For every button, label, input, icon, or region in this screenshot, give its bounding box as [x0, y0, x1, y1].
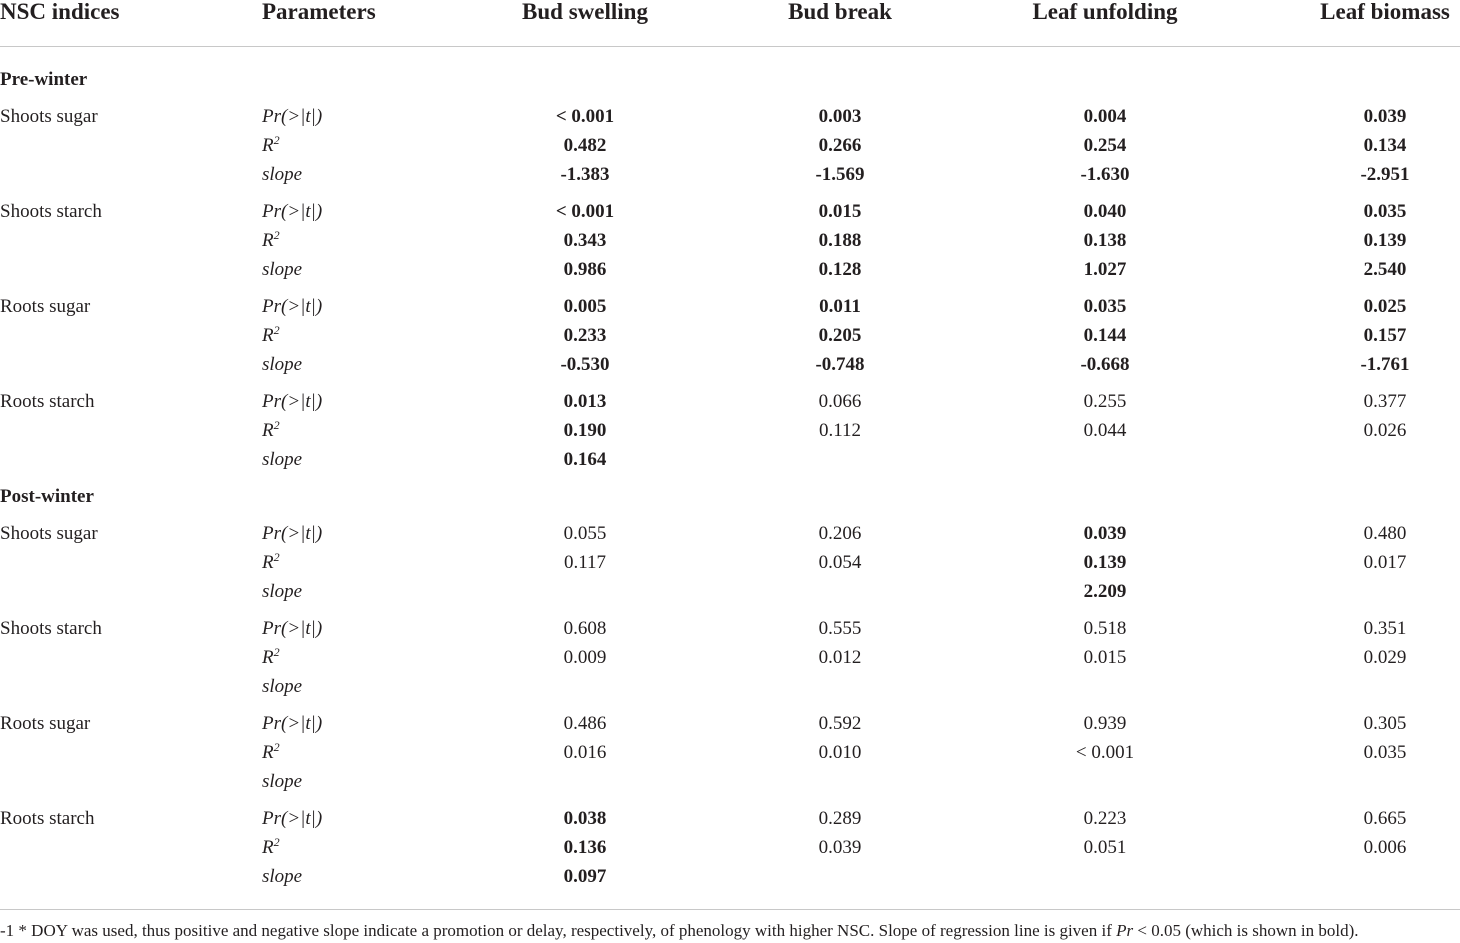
table-cell: 0.144	[1083, 325, 1127, 346]
table-cell: 0.009	[563, 647, 607, 668]
param-p-value: Pr(>|t|)	[262, 713, 323, 734]
header-nsc-indices: NSC indices	[0, 0, 120, 24]
table-cell: 0.157	[1363, 325, 1407, 346]
row-label-shoots-sugar: Shoots sugar	[0, 523, 98, 544]
table-cell: 0.013	[563, 391, 607, 412]
param-r-squared	[262, 837, 280, 859]
table-cell: 0.233	[563, 325, 607, 346]
section-title-pre-winter: Pre-winter	[0, 69, 88, 90]
header-bud-swelling: Bud swelling	[522, 0, 648, 24]
table-cell: 0.206	[818, 523, 862, 544]
table-cell: 1.027	[1083, 259, 1127, 280]
footer-divider	[0, 909, 1460, 910]
table-cell: 0.134	[1363, 135, 1407, 156]
table-cell: 0.035	[1083, 296, 1127, 317]
table-cell: 0.139	[1083, 552, 1127, 573]
table-cell: 0.377	[1363, 391, 1407, 412]
param-slope: slope	[262, 866, 303, 887]
row-label-roots-sugar: Roots sugar	[0, 296, 91, 317]
param-slope: slope	[262, 581, 303, 602]
param-r-squared	[262, 325, 280, 347]
param-r-squared	[262, 552, 280, 574]
table-cell: 0.040	[1083, 201, 1127, 222]
table-cell: 0.015	[818, 201, 862, 222]
table-cell: 2.540	[1363, 259, 1407, 280]
table-cell: 0.117	[563, 552, 607, 573]
table-cell: 0.010	[818, 742, 862, 763]
table-cell: -0.748	[815, 354, 865, 375]
table-cell: 0.051	[1083, 837, 1127, 858]
table-cell: -1.761	[1360, 354, 1410, 375]
table-cell: < 0.001	[1075, 742, 1135, 763]
row-label-roots-starch: Roots starch	[0, 808, 95, 829]
param-r-base: R	[262, 647, 274, 668]
footnote-italic: Pr	[1116, 921, 1134, 940]
table-cell: 0.188	[818, 230, 862, 251]
param-p-value: Pr(>|t|)	[262, 106, 323, 127]
table-cell: 0.015	[1083, 647, 1127, 668]
table-cell: -2.951	[1360, 164, 1410, 185]
param-r-base: R	[262, 325, 274, 346]
param-r-exponent: 2	[273, 323, 280, 337]
param-r-base: R	[262, 837, 274, 858]
param-r-base: R	[262, 420, 274, 441]
table-cell: 0.480	[1363, 523, 1407, 544]
header-bud-break: Bud break	[788, 0, 892, 24]
param-r-base: R	[262, 135, 274, 156]
table-cell: 0.029	[1363, 647, 1407, 668]
header-divider	[0, 46, 1460, 47]
table-cell: 0.039	[1363, 106, 1407, 127]
table-cell: -0.668	[1080, 354, 1130, 375]
header-parameters: Parameters	[262, 0, 376, 24]
param-slope: slope	[262, 164, 303, 185]
table-cell: 0.055	[563, 523, 607, 544]
param-r-exponent: 2	[273, 645, 280, 659]
table-cell: 0.482	[563, 135, 607, 156]
param-r-squared	[262, 230, 280, 252]
param-slope: slope	[262, 676, 303, 697]
row-label-shoots-starch: Shoots starch	[0, 201, 102, 222]
table-cell: 0.112	[818, 420, 862, 441]
table-cell: 0.351	[1363, 618, 1407, 639]
table-cell: 0.343	[563, 230, 607, 251]
table-cell: 0.138	[1083, 230, 1127, 251]
table-cell: 0.305	[1363, 713, 1407, 734]
footnote-text-after: < 0.05 (which is shown in bold).	[1133, 921, 1359, 940]
param-r-squared	[262, 647, 280, 669]
header-leaf-unfolding: Leaf unfolding	[1032, 0, 1178, 24]
table-cell: 0.205	[818, 325, 862, 346]
table-cell: 0.518	[1083, 618, 1127, 639]
table-cell: 0.066	[818, 391, 862, 412]
table-cell: 0.136	[563, 837, 607, 858]
row-label-shoots-starch: Shoots starch	[0, 618, 102, 639]
param-p-value: Pr(>|t|)	[262, 391, 323, 412]
table-cell: 0.255	[1083, 391, 1127, 412]
table-cell: 0.939	[1083, 713, 1127, 734]
table-cell: 0.555	[818, 618, 862, 639]
table-cell: 0.097	[563, 866, 607, 887]
table-cell: 0.190	[563, 420, 607, 441]
param-slope: slope	[262, 259, 303, 280]
table-cell: -0.530	[560, 354, 610, 375]
param-slope: slope	[262, 354, 303, 375]
table-cell: 0.038	[563, 808, 607, 829]
table-cell: 0.223	[1083, 808, 1127, 829]
param-slope: slope	[262, 449, 303, 470]
table-cell: 0.011	[819, 296, 861, 317]
table-cell: 0.016	[563, 742, 607, 763]
table-cell: 0.044	[1083, 420, 1127, 441]
section-title-post-winter: Post-winter	[0, 486, 94, 507]
param-slope: slope	[262, 771, 303, 792]
param-p-value: Pr(>|t|)	[262, 523, 323, 544]
table-cell: < 0.001	[555, 106, 615, 127]
row-label-roots-starch: Roots starch	[0, 391, 95, 412]
table-cell: 0.128	[818, 259, 862, 280]
param-r-base: R	[262, 230, 274, 251]
table-cell: 0.025	[1363, 296, 1407, 317]
row-label-shoots-sugar: Shoots sugar	[0, 106, 98, 127]
param-r-base: R	[262, 552, 274, 573]
table-cell: 0.054	[818, 552, 862, 573]
header-leaf-biomass: Leaf biomass	[1320, 0, 1450, 24]
param-p-value: Pr(>|t|)	[262, 201, 323, 222]
param-r-exponent: 2	[273, 740, 280, 754]
table-cell: 0.139	[1363, 230, 1407, 251]
table-cell: 2.209	[1083, 581, 1127, 602]
table-cell: 0.026	[1363, 420, 1407, 441]
param-r-squared	[262, 742, 280, 764]
table-cell: 0.986	[563, 259, 607, 280]
param-r-exponent: 2	[273, 133, 280, 147]
table-cell: 0.039	[818, 837, 862, 858]
table-cell: 0.665	[1363, 808, 1407, 829]
table-cell: 0.017	[1363, 552, 1407, 573]
table-cell: < 0.001	[555, 201, 615, 222]
param-r-squared	[262, 420, 280, 442]
table-cell: 0.004	[1083, 106, 1127, 127]
table-cell: 0.035	[1363, 201, 1407, 222]
table-cell: 0.266	[818, 135, 862, 156]
table-cell: 0.254	[1083, 135, 1127, 156]
param-r-exponent: 2	[273, 228, 280, 242]
param-r-base: R	[262, 742, 274, 763]
table-cell: 0.035	[1363, 742, 1407, 763]
table-footnote	[0, 921, 1359, 941]
param-r-exponent: 2	[273, 550, 280, 564]
table-cell: 0.003	[818, 106, 862, 127]
table-cell: -1.383	[560, 164, 610, 185]
table-cell: 0.608	[563, 618, 607, 639]
param-r-exponent: 2	[273, 835, 280, 849]
table-cell: -1.569	[815, 164, 865, 185]
table-cell: 0.005	[563, 296, 607, 317]
table-cell: 0.289	[818, 808, 862, 829]
param-r-squared	[262, 135, 280, 157]
table-cell: 0.486	[563, 713, 607, 734]
table-cell: 0.039	[1083, 523, 1127, 544]
footnote-text-before: -1 * DOY was used, thus positive and negative slope indicate a promotion or delay, respectively, of phenology with higher NSC. Slope of regression line is given if	[0, 921, 1117, 940]
table-cell: 0.164	[563, 449, 607, 470]
param-p-value: Pr(>|t|)	[262, 618, 323, 639]
param-p-value: Pr(>|t|)	[262, 296, 323, 317]
param-p-value: Pr(>|t|)	[262, 808, 323, 829]
table-cell: 0.592	[818, 713, 862, 734]
table-cell: 0.012	[818, 647, 862, 668]
row-label-roots-sugar: Roots sugar	[0, 713, 91, 734]
table-cell: 0.006	[1363, 837, 1407, 858]
param-r-exponent: 2	[273, 418, 280, 432]
table-cell: -1.630	[1080, 164, 1130, 185]
